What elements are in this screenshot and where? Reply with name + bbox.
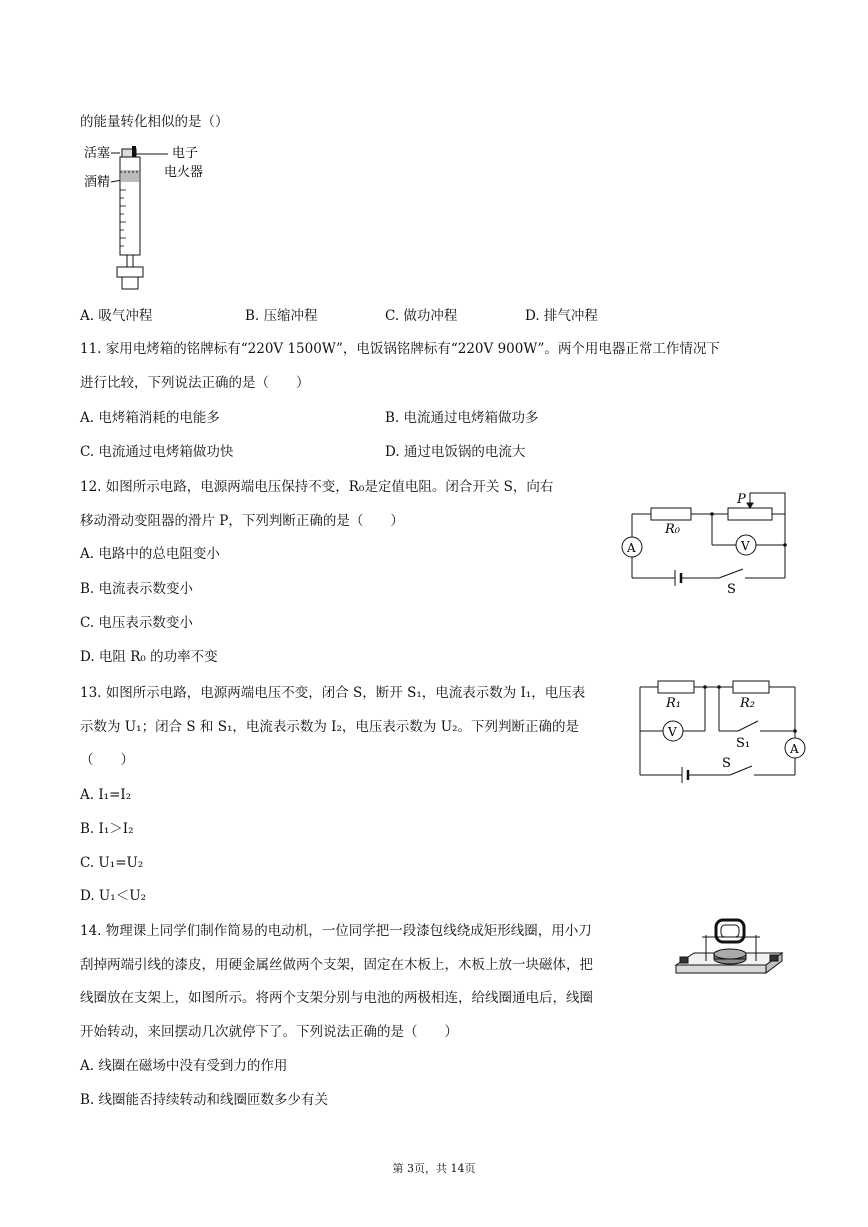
question-14-line-3: 线圈放在支架上，如图所示。将两个支架分别与电池的两极相连，给线圈通电后，线圈 [80, 990, 593, 1006]
question-12-line-1: 12. 如图所示电路，电源两端电压保持不变，R₀是定值电阻。闭合开关 S，向右 [80, 479, 554, 495]
resistor-r1-label: R₁ [666, 696, 681, 711]
option-b: B. 压缩冲程 [245, 308, 318, 324]
option-b: B. 线圈能否持续转动和线圈匝数多少有关 [80, 1092, 329, 1108]
option-d: D. 通过电饭锅的电流大 [385, 444, 526, 460]
question-13-line-1: 13. 如图所示电路，电源两端电压不变，闭合 S，断开 S₁，电流表示数为 I₁，电压表 [80, 685, 586, 701]
option-c: C. 电流通过电烤箱做功快 [80, 444, 234, 460]
option-c: C. 电压表示数变小 [80, 615, 193, 631]
option-d: D. 排气冲程 [525, 308, 598, 324]
option-b: B. 电流表示数变小 [80, 581, 194, 597]
switch-s1-label: S₁ [736, 736, 751, 751]
option-c: C. U₁=U₂ [80, 855, 144, 871]
page-footer: 第 3页，共 14页 [392, 1162, 476, 1175]
option-d: D. 电阻 R₀ 的功率不变 [80, 649, 218, 665]
switch-s-label: S [722, 756, 731, 771]
question-14-line-4: 开始转动，来回摆动几次就停下了。下列说法正确的是（ ） [80, 1024, 458, 1040]
resistor-r0-label: R₀ [665, 522, 680, 537]
option-a: A. 电烤箱消耗的电能多 [80, 410, 220, 426]
question-13-line-3: （ ） [80, 752, 134, 768]
igniter-label-1: 电子 [172, 146, 199, 161]
option-a: A. I₁=I₂ [80, 787, 132, 803]
voltmeter-label: V [668, 725, 677, 739]
question-11-line-2: 进行比较，下列说法正确的是（ ） [80, 375, 310, 391]
option-a: A. 线圈在磁场中没有受到力的作用 [80, 1058, 288, 1074]
alcohol-label: 酒精 [84, 175, 111, 190]
piston-label: 活塞 [84, 146, 111, 161]
circuit-diagram-q13 [630, 675, 820, 790]
resistor-r2-label: R₂ [740, 696, 755, 711]
option-d: D. U₁＜U₂ [80, 888, 147, 904]
igniter-label-2: 电火器 [164, 165, 204, 180]
question-intro-text: 的能量转化相似的是（） [80, 114, 229, 130]
option-a: A. 电路中的总电阻变小 [80, 546, 220, 562]
question-14-line-1: 14. 物理课上同学们制作简易的电动机，一位同学把一段漆包线绕成矩形线圈，用小刀 [80, 923, 592, 939]
syringe-figure [80, 140, 240, 300]
slider-p-label: P [737, 492, 746, 507]
circuit-diagram-q12 [615, 485, 795, 595]
question-14-line-2: 刮掉两端引线的漆皮，用硬金属丝做两个支架，固定在木板上，木板上放一块磁体，把 [80, 957, 593, 973]
option-b: B. 电流通过电烤箱做功多 [385, 410, 539, 426]
option-c: C. 做功冲程 [385, 308, 458, 324]
question-13-line-2: 示数为 U₁；闭合 S 和 S₁，电流表示数为 I₂，电压表示数为 U₂。下列判断正确的是 [80, 719, 579, 735]
voltmeter-label: V [741, 539, 750, 553]
ammeter-label: A [627, 541, 636, 555]
electric-motor-figure [670, 915, 790, 985]
question-11-line-1: 11. 家用电烤箱的铭牌标有“220V 1500W”，电饭锅铭牌标有“220V 900W”。两个用电器正常工作情况下 [80, 341, 720, 357]
ammeter-label: A [790, 742, 799, 756]
switch-s-label: S [727, 582, 736, 595]
question-12-line-2: 移动滑动变阻器的滑片 P，下列判断正确的是（ ） [80, 513, 404, 529]
option-a: A. 吸气冲程 [80, 308, 153, 324]
option-b: B. I₁＞I₂ [80, 821, 134, 837]
